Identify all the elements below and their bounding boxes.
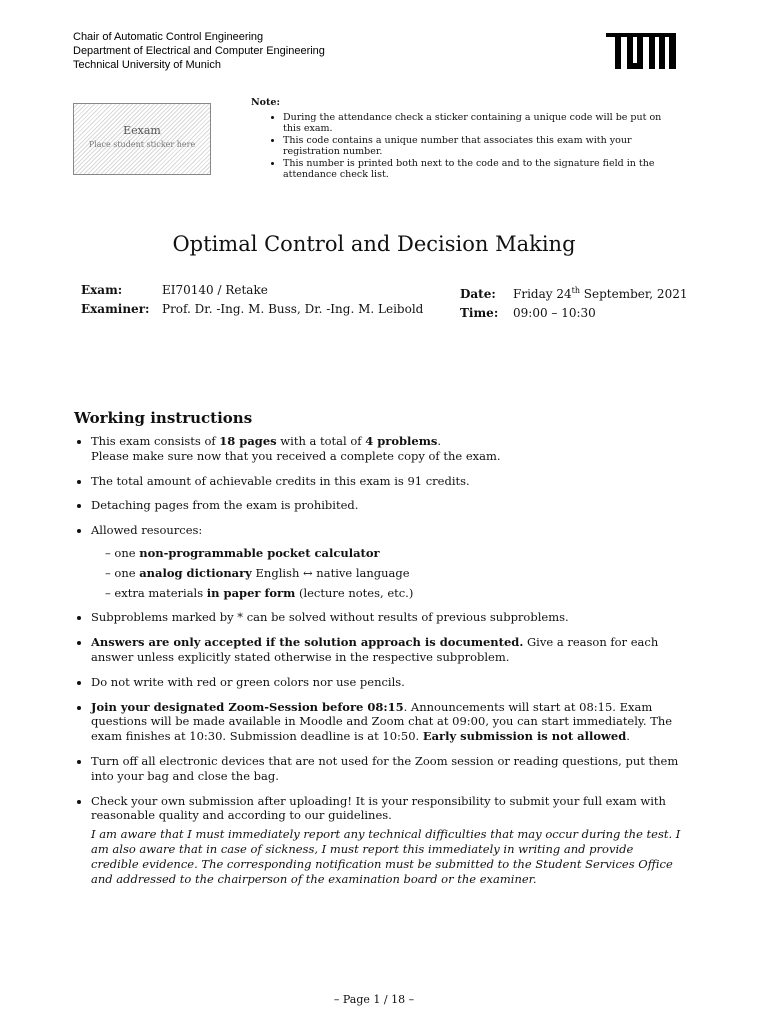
institution-line: Technical University of Munich — [73, 59, 221, 71]
instruction-item: • Answers are only accepted if the solution approach is documented. Give a reason for each answer unless explicitly stated otherwise in the respective subproblem. — [91, 635, 684, 665]
exam-value: EI70140 / Retake — [162, 283, 268, 297]
note-title: Note: — [251, 97, 280, 108]
exam-label: Exam: — [81, 283, 123, 297]
instruction-item: • This exam consists of 18 pages with a total of 4 problems. Please make sure now that you received a complete copy of the exam. — [91, 434, 684, 464]
time-label: Time: — [460, 306, 499, 320]
examiner-label: Examiner: — [81, 302, 150, 316]
institution-header — [73, 30, 325, 72]
sticker-title: Eexam — [123, 124, 161, 137]
exam-title: Optimal Control and Decision Making — [172, 232, 576, 256]
date-label: Date: — [460, 287, 496, 301]
resource-item: – extra materials in paper form (lecture notes, etc.) — [105, 586, 684, 601]
instruction-item: • Detaching pages from the exam is prohibited. — [91, 498, 684, 513]
note-item: • This code contains a unique number that associates this exam with your registration number. — [283, 135, 681, 158]
working-instructions — [74, 434, 684, 896]
resource-item: – one non-programmable pocket calculator — [105, 546, 684, 561]
exam-meta-right — [460, 281, 687, 323]
note-item: • During the attendance check a sticker containing a unique code will be put on this exam. — [283, 112, 681, 135]
page-number: – Page 1 / 18 – — [333, 993, 415, 1006]
tum-logo — [606, 33, 676, 73]
student-sticker-area — [73, 103, 211, 175]
instruction-item: • The total amount of achievable credits in this exam is 91 credits. — [91, 474, 684, 489]
note-item: • This number is printed both next to the code and to the signature field in the attendance check list. — [283, 158, 681, 181]
instruction-item: • Allowed resources: – one non-programmable pocket calculator – one analog dictionary English ↔ native language – extra materials in paper form (lecture notes, etc.) — [91, 523, 684, 600]
resource-item: – one analog dictionary English ↔ native language — [105, 566, 684, 581]
instructions-heading: Working instructions — [74, 409, 253, 427]
instruction-item: • Join your designated Zoom-Session before 08:15. Announcements will start at 08:15. Exam questions will be made available in Moodle and Zoom chat at 09:00, you can start immediately. The exam finishes at 10:30. Submission deadline is at 10:50. Early submission is not allowed. — [91, 700, 684, 744]
time-value: 09:00 – 10:30 — [513, 306, 596, 320]
attendance-note — [251, 97, 681, 181]
sticker-subtitle: Place student sticker here — [88, 140, 196, 149]
institution-line: Chair of Automatic Control Engineering — [73, 31, 264, 43]
examiner-value: Prof. Dr. -Ing. M. Buss, Dr. -Ing. M. Leibold — [162, 302, 424, 316]
date-value: Friday 24th September, 2021 — [513, 286, 688, 301]
declaration-text: I am aware that I must immediately report any technical difficulties that may occur during the test. I am also aware that in case of sickness, I must report this immediately in writing and provide credible evidence. The corresponding notification must be submitted to the Student Services Office and addressed to the chairperson of the examination board or the examiner. — [91, 827, 681, 886]
allowed-resources — [91, 546, 684, 600]
instruction-item: • Turn off all electronic devices that are not used for the Zoom session or reading questions, put them into your bag and close the bag. — [91, 754, 684, 784]
institution-line: Department of Electrical and Computer Engineering — [73, 45, 325, 57]
instruction-item: • Check your own submission after uploading! It is your responsibility to submit your full exam with reasonable quality and according to our guidelines. I am aware that I must immediately report any technical difficulties that may occur during the test. I am also aware that in case of sickness, I must report this immediately in writing and provide credible evidence. The corresponding notification must be submitted to the Student Services Office and addressed to the chairperson of the examination board or the examiner. — [91, 794, 684, 887]
instruction-item: • Do not write with red or green colors nor use pencils. — [91, 675, 684, 690]
instruction-item: • Subproblems marked by * can be solved without results of previous subproblems. — [91, 610, 684, 625]
exam-meta-left — [81, 281, 423, 319]
